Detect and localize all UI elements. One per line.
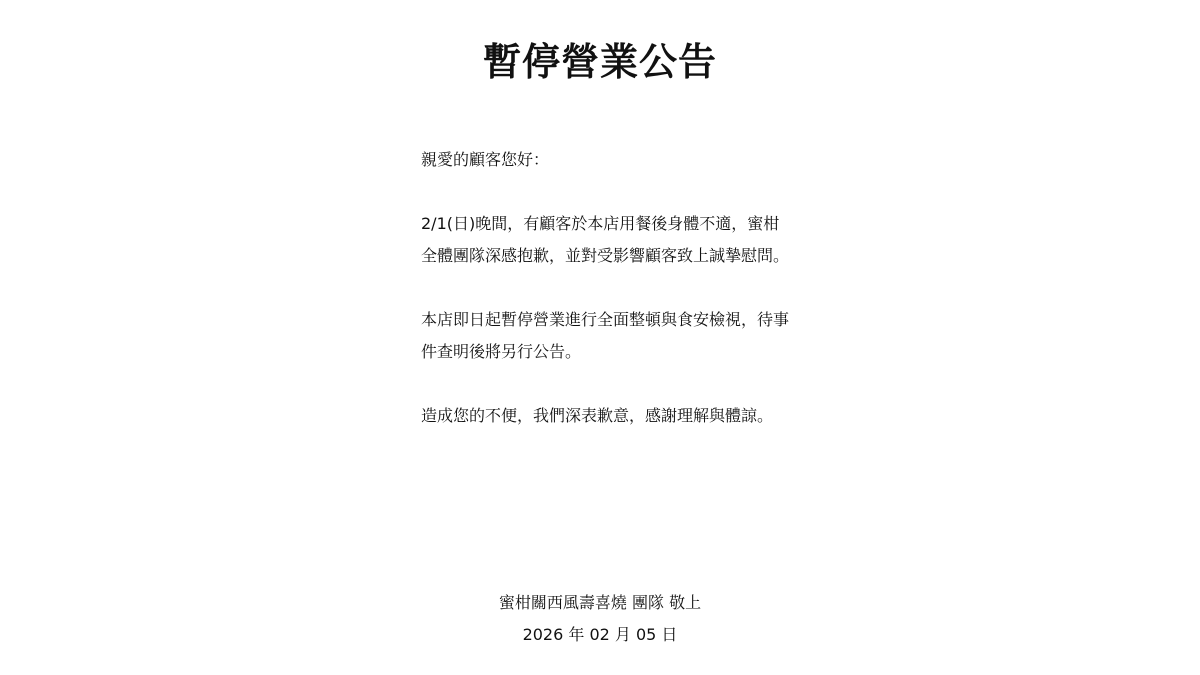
paragraph-line: 本店即日起暫停營業進行全面整頓與食安檢視，待事 (421, 310, 790, 329)
notice-title: 暫停營業公告 (482, 40, 717, 84)
paragraph-suspension (421, 304, 821, 368)
paragraph-line: 件查明後將另行公告。 (421, 342, 582, 361)
paragraph-line: 全體團隊深感抱歉，並對受影響顧客致上誠摯慰問。 (421, 246, 790, 265)
paragraph-line: 2/1(日)晚間，有顧客於本店用餐後身體不適，蜜柑 (421, 214, 780, 233)
notice-body (421, 144, 821, 432)
signature: 蜜柑關西風壽喜燒 團隊 敬上 (498, 593, 702, 612)
paragraph-incident (421, 208, 821, 272)
paragraph-apology (421, 400, 821, 432)
notice-date: 2026 年 02 月 05 日 (522, 625, 678, 644)
greeting-line: 親愛的顧客您好： (421, 150, 550, 169)
notice-footer (0, 587, 1200, 651)
paragraph-line: 造成您的不便，我們深表歉意，感謝理解與體諒。 (421, 406, 774, 425)
